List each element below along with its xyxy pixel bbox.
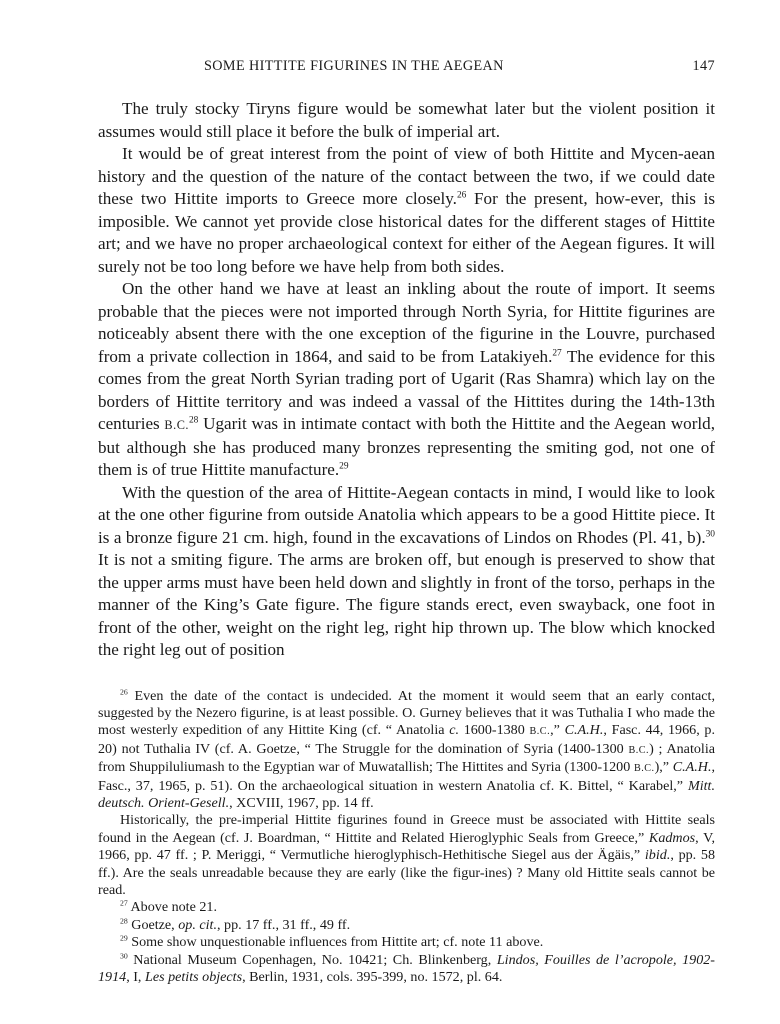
footnote-number: 26 (120, 687, 128, 697)
footnote-30 (98, 952, 715, 987)
italic-text: Lindos, Fouilles de l’acropole, 1902-1914 (98, 951, 716, 985)
footnote-number: 27 (120, 898, 128, 908)
small-caps-bc: B.C. (633, 763, 655, 775)
footnote-27 (98, 899, 715, 916)
paragraph-text: It is not a smiting figure. The arms are broken off, but enough is preserved to show that the upper arms must have been held down and slightly in front of the torso, perhaps in the manner of the King’s Gate figure. The figure stands erect, even swayback, one foot in front of the other, weight on the right leg, right hip thrown up. The blow which knocked the right leg out of position (98, 550, 715, 659)
footnote-number: 28 (120, 916, 128, 926)
paragraph-text: The evidence for this comes from the great North Syrian trading port of Ugarit (Ras Shamra) which lay on the borders of Hittite territory and was indeed a vassal of the Hittites during the 14th-13th centuries (98, 346, 715, 433)
footnote-28 (98, 917, 715, 934)
italic-text: ibid. (644, 847, 671, 864)
footnote-text: Above note 21. (127, 899, 217, 916)
footnote-text: ),” (654, 759, 673, 776)
footnote-text: , Fasc., 37, 1965, p. 51). On the archaeological situation in western Anatolia cf. K. Bittel, “ Karabel,” (98, 759, 716, 794)
footnote-26 (98, 688, 715, 813)
page-number: 147 (692, 58, 715, 74)
footnote-text: , pp. 17 ff., 31 ff., 49 ff. (217, 916, 351, 933)
footnote-text: ,” (550, 722, 565, 739)
footnote-text: , XCVIII, 1967, pp. 14 ff. (229, 794, 374, 811)
paragraph-2 (98, 143, 715, 278)
footnote-ref-29: 29 (339, 461, 349, 472)
footnote-text: National Museum Copenhagen, No. 10421; Ch. Blinkenberg, (127, 951, 497, 968)
paragraph-text: It would be of great interest from the point of view of both Hittite and Mycen-aean history and the question of the nature of the contact between the two, if we could date these two Hittite imports to Greece more closely. (98, 144, 715, 208)
italic-text: c. (449, 722, 459, 739)
footnote-ref-30: 30 (705, 528, 715, 539)
footnote-ref-28: 28 (188, 415, 199, 426)
footnote-ref-26: 26 (456, 190, 467, 201)
paragraph-1 (98, 98, 715, 143)
italic-text: op. cit. (178, 916, 217, 933)
footnote-number: 30 (120, 951, 128, 961)
footnote-text: , Fasc. 44, 1966, p. 20) not Tuthalia IV (cf. A. Goetze, “ The Struggle for the domination of Syria (1400-1300 (98, 722, 715, 757)
footnote-text: , Berlin, 1931, cols. 395-399, no. 1572, pl. 64. (242, 969, 503, 985)
paragraph-text: For the present, how-ever, this is imposible. We cannot yet provide close historical dates for the different stages of Hittite art; and we have no proper archaeological context for either of the Aegean figures. It will surely not be too long before we have help from both sides. (98, 189, 715, 276)
footnote-text: ) ; Anatolia from Shuppiluliumash to the Egyptian war of Muwatallish; The Hittites and Syria (1300-1200 (98, 740, 715, 776)
footnote-text: Some show unquestionable influences from Hittite art; cf. note 11 above. (127, 934, 544, 951)
footnote-text: , I, (126, 969, 145, 985)
footnote-text: Goetze, (127, 916, 179, 933)
footnote-text: Historically, the pre-imperial Hittite figurines found in Greece must be associated with Hittite seals found in the Aegean (cf. J. Boardman, “ Hittite and Related Hieroglyphic Seals from Greece,” (98, 812, 715, 846)
footnote-number: 29 (120, 933, 128, 943)
paragraph-4 (98, 482, 715, 662)
italic-text: Mitt. deutsch. Orient-Gesell. (98, 777, 715, 811)
footnote-29 (98, 934, 715, 951)
italic-text: C.A.H. (564, 722, 604, 739)
running-title: SOME HITTITE FIGURINES IN THE AEGEAN (204, 58, 504, 74)
small-caps-bc: B.C. (529, 726, 551, 738)
italic-text: Les petits objects (144, 969, 243, 985)
paragraph-text: On the other hand we have at least an inkling about the route of import. It seems probable that the pieces were not imported through North Syria, for Hittite figurines are noticeably absent there with the one exception of the figurine in the Louvre, purchased from a private collection in 1864, and said to be from Latakiyeh. (98, 279, 715, 366)
running-header (98, 58, 715, 82)
italic-text: Kadmos (648, 829, 696, 846)
paragraph-3 (98, 278, 715, 482)
italic-text: C.A.H. (672, 759, 712, 776)
small-caps-bc: B.C. (164, 418, 189, 432)
footnote-ref-27: 27 (552, 347, 562, 358)
footnotes (98, 688, 715, 987)
body-text (98, 98, 715, 662)
footnote-text: 1600-1380 (459, 722, 530, 739)
paragraph-text: With the question of the area of Hittite-Aegean contacts in mind, I would like to look at the one other figurine from outside Anatolia which appears to be a good Hittite piece. It is a bronze figure 21 cm. high, found in the excavations of Lindos on Rhodes (Pl. 41, b). (98, 482, 715, 547)
footnote-text: , pp. 58 ff.). Are the seals unreadable because they are early (like the figur-ines) ? Many old Hittite seals cannot be read. (98, 847, 716, 898)
paragraph-text: The truly stocky Tiryns figure would be somewhat later but the violent position it assumes would still place it before the bulk of imperial art. (98, 99, 715, 141)
footnote-text: , V, 1966, pp. 47 ff. ; P. Meriggi, “ Vermutliche hieroglyphisch-Hethitische Siegel aus der Ägäis,” (98, 829, 715, 864)
footnote-text: Even the date of the contact is undecided. At the moment it would seem that an early contact, suggested by the Nezero figurine, is at least possible. O. Gurney believes that it was Tuthalia I who made the most westerly expedition of any Hittite King (cf. “ Anatolia (98, 687, 715, 739)
page (98, 58, 715, 986)
small-caps-bc: B.C. (628, 744, 650, 756)
footnote-26-continued (98, 812, 715, 899)
paragraph-text: Ugarit was in intimate contact with both the Hittite and the Aegean world, but although she has produced many bronzes representing the smiting god, not one of them is of true Hittite manufacture. (98, 414, 715, 479)
